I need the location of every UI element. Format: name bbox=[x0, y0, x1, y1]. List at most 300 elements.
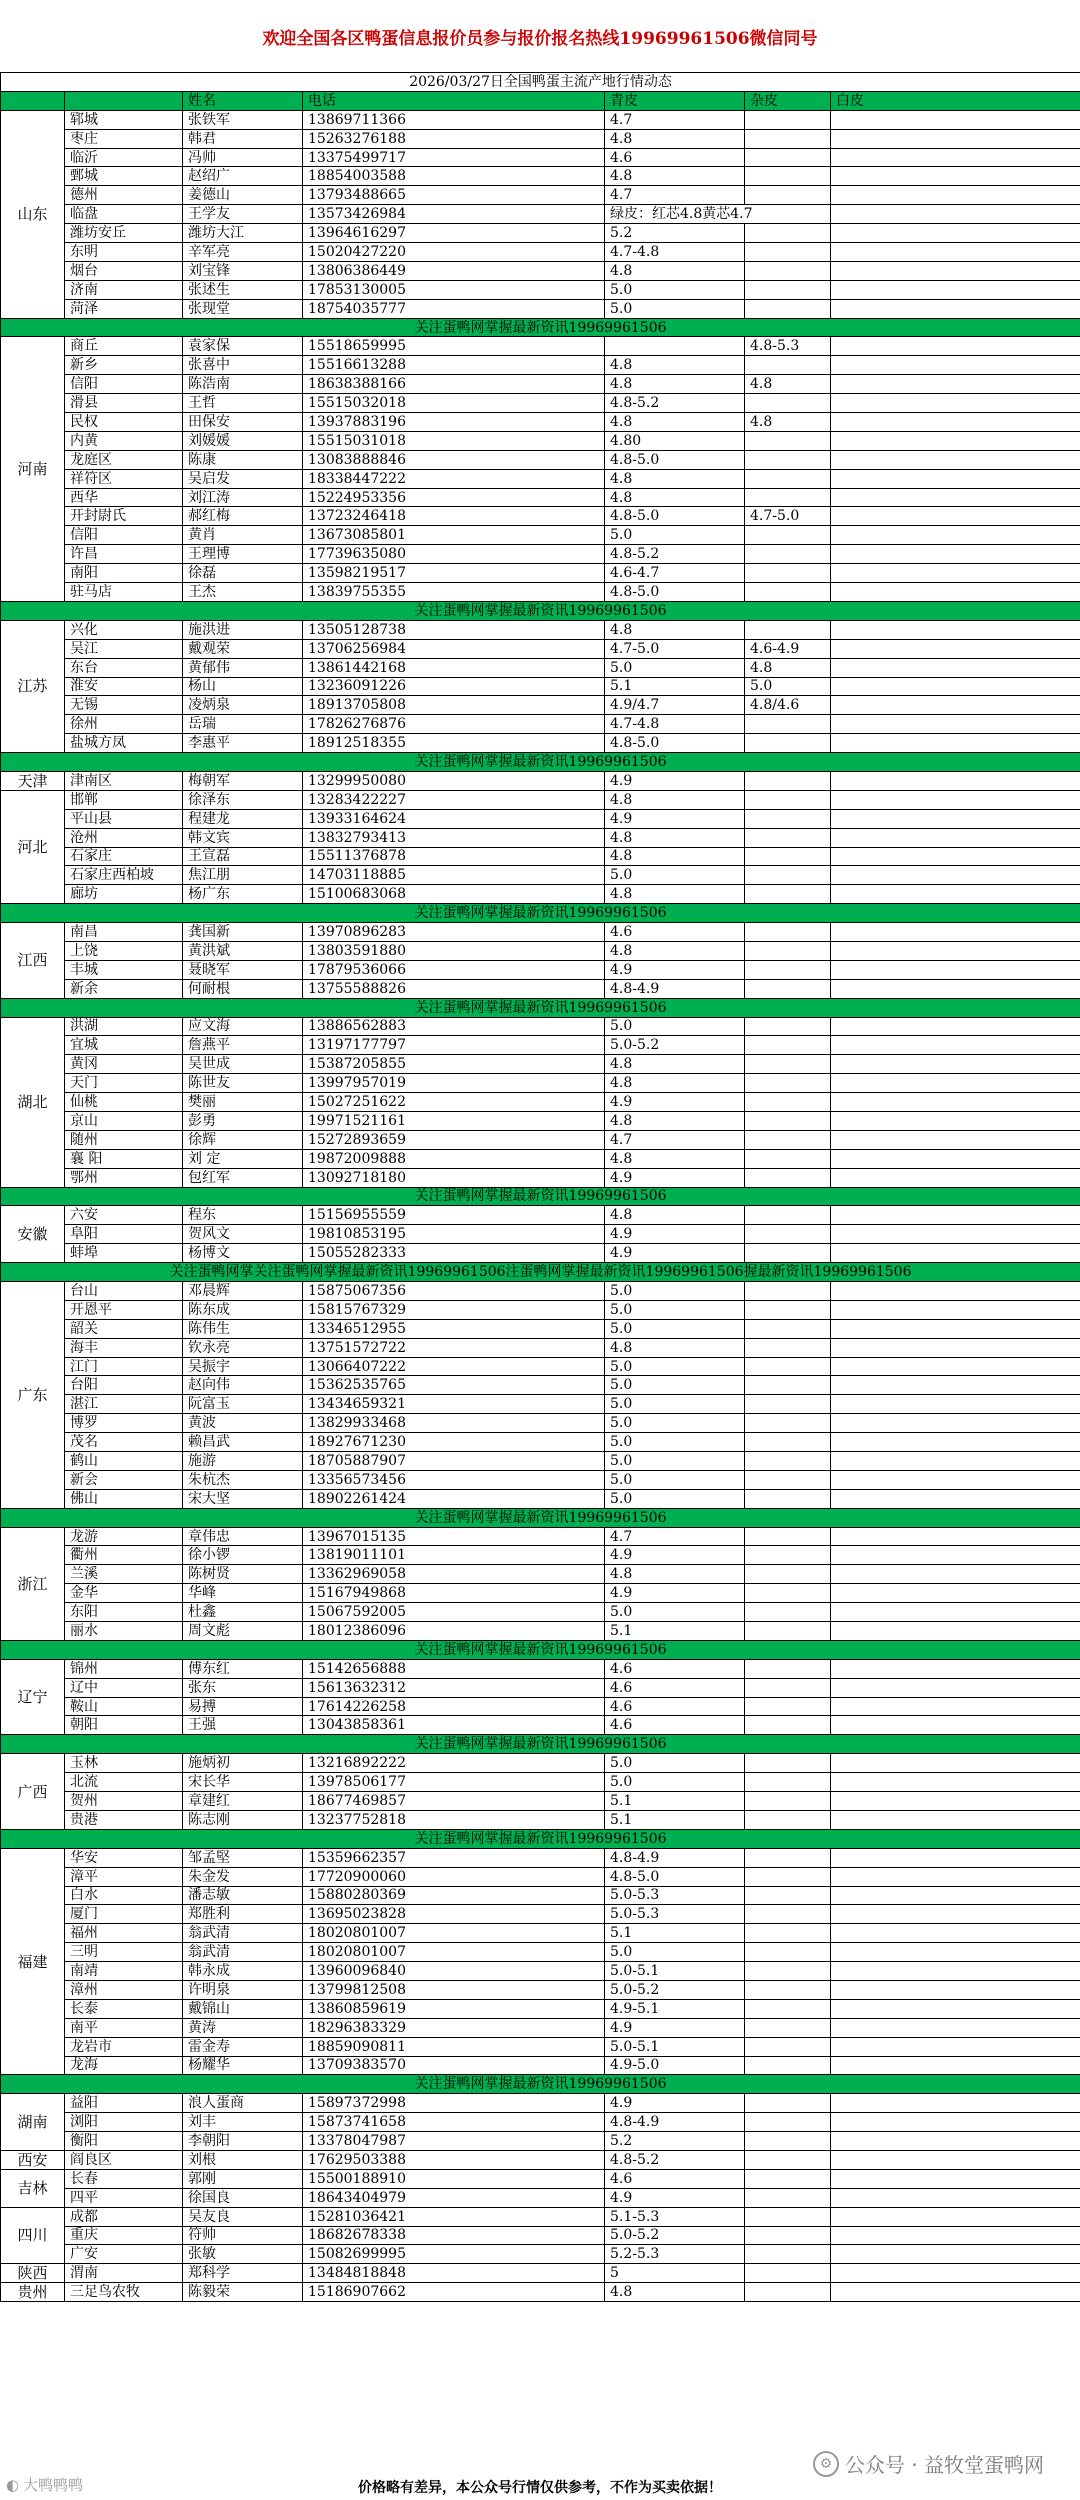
location-cell: 徐州 bbox=[65, 715, 183, 734]
location-cell: 蚌埠 bbox=[65, 1244, 183, 1263]
location-cell: 兰溪 bbox=[65, 1565, 183, 1584]
contact-name-cell: 阮富玉 bbox=[183, 1395, 303, 1414]
mixed-price-cell bbox=[745, 923, 831, 942]
phone-cell: 13598219517 bbox=[303, 564, 605, 583]
mixed-price-cell bbox=[745, 1376, 831, 1395]
location-cell: 廊坊 bbox=[65, 885, 183, 904]
table-row bbox=[1, 1489, 1080, 1508]
phone-cell: 13978506177 bbox=[303, 1773, 605, 1792]
contact-name-cell: 刘丰 bbox=[183, 2113, 303, 2132]
white-price-cell bbox=[831, 1489, 1080, 1508]
location-cell: 辽中 bbox=[65, 1678, 183, 1697]
table-row bbox=[1, 1395, 1080, 1414]
contact-name-cell: 宋长华 bbox=[183, 1773, 303, 1792]
phone-cell: 13362969058 bbox=[303, 1565, 605, 1584]
mixed-price-cell bbox=[745, 1848, 831, 1867]
green-price-cell: 4.6 bbox=[605, 1678, 745, 1697]
phone-cell: 13092718180 bbox=[303, 1168, 605, 1187]
green-price-cell: 4.8 bbox=[605, 413, 745, 432]
green-price-cell bbox=[605, 337, 745, 356]
location-cell: 湛江 bbox=[65, 1395, 183, 1414]
contact-name-cell: 吴友良 bbox=[183, 2207, 303, 2226]
contact-name-cell: 张敏 bbox=[183, 2245, 303, 2264]
phone-cell: 15815767329 bbox=[303, 1300, 605, 1319]
white-price-cell bbox=[831, 110, 1080, 129]
white-price-cell bbox=[831, 1130, 1080, 1149]
green-price-cell: 4.9-5.0 bbox=[605, 2056, 745, 2075]
contact-name-cell: 黄肖 bbox=[183, 526, 303, 545]
contact-name-cell: 施炳初 bbox=[183, 1754, 303, 1773]
green-price-cell: 5.2 bbox=[605, 2132, 745, 2151]
promo-banner-row bbox=[1, 601, 1080, 620]
green-price-cell: 4.9 bbox=[605, 2094, 745, 2113]
white-price-cell bbox=[831, 167, 1080, 186]
green-price-cell: 4.8 bbox=[605, 790, 745, 809]
green-price-cell: 5.0 bbox=[605, 1452, 745, 1471]
location-cell: 六安 bbox=[65, 1206, 183, 1225]
province-cell: 福建 bbox=[1, 1848, 65, 2075]
mixed-price-cell bbox=[745, 1489, 831, 1508]
green-price-cell: 4.8 bbox=[605, 356, 745, 375]
white-price-cell bbox=[831, 1395, 1080, 1414]
green-price-cell: 4.8 bbox=[605, 620, 745, 639]
green-price-cell: 5.0 bbox=[605, 1470, 745, 1489]
table-row bbox=[1, 1716, 1080, 1735]
location-cell: 沧州 bbox=[65, 828, 183, 847]
white-price-cell bbox=[831, 979, 1080, 998]
phone-cell: 17853130005 bbox=[303, 280, 605, 299]
contact-name-cell: 易搏 bbox=[183, 1697, 303, 1716]
contact-name-cell: 吴振宇 bbox=[183, 1357, 303, 1376]
location-cell: 襄 阳 bbox=[65, 1149, 183, 1168]
contact-name-cell: 章伟忠 bbox=[183, 1527, 303, 1546]
location-cell: 南平 bbox=[65, 2018, 183, 2037]
phone-cell: 13573426984 bbox=[303, 205, 605, 224]
white-price-cell bbox=[831, 413, 1080, 432]
phone-cell: 17629503388 bbox=[303, 2150, 605, 2169]
green-price-cell: 4.9 bbox=[605, 1225, 745, 1244]
location-cell: 滑县 bbox=[65, 394, 183, 413]
location-cell: 黄冈 bbox=[65, 1055, 183, 1074]
table-row bbox=[1, 885, 1080, 904]
mixed-price-cell bbox=[745, 620, 831, 639]
phone-cell: 17720900060 bbox=[303, 1867, 605, 1886]
table-row bbox=[1, 1603, 1080, 1622]
contact-name-cell: 龚国新 bbox=[183, 923, 303, 942]
contact-name-cell: 樊丽 bbox=[183, 1093, 303, 1112]
mixed-price-cell bbox=[745, 1754, 831, 1773]
location-cell: 重庆 bbox=[65, 2226, 183, 2245]
white-price-cell bbox=[831, 1093, 1080, 1112]
mixed-price-cell bbox=[745, 1584, 831, 1603]
green-price-cell: 5.0 bbox=[605, 1489, 745, 1508]
table-row bbox=[1, 1999, 1080, 2018]
location-cell: 阜阳 bbox=[65, 1225, 183, 1244]
table-row bbox=[1, 1659, 1080, 1678]
column-header-province bbox=[1, 91, 65, 110]
table-row bbox=[1, 110, 1080, 129]
phone-cell: 15515032018 bbox=[303, 394, 605, 413]
location-cell: 龙庭区 bbox=[65, 450, 183, 469]
green-price-cell: 4.8 bbox=[605, 1565, 745, 1584]
location-cell: 许昌 bbox=[65, 545, 183, 564]
table-row bbox=[1, 847, 1080, 866]
table-row bbox=[1, 1678, 1080, 1697]
contact-name-cell: 黄波 bbox=[183, 1414, 303, 1433]
phone-cell: 18020801007 bbox=[303, 1924, 605, 1943]
green-price-cell: 5.0 bbox=[605, 1414, 745, 1433]
green-price-cell: 4.8-4.9 bbox=[605, 1848, 745, 1867]
mixed-price-cell bbox=[745, 1943, 831, 1962]
white-price-cell bbox=[831, 658, 1080, 677]
contact-name-cell: 朱杭杰 bbox=[183, 1470, 303, 1489]
table-row bbox=[1, 356, 1080, 375]
table-row bbox=[1, 1282, 1080, 1301]
contact-name-cell: 浪人蛋商 bbox=[183, 2094, 303, 2113]
table-row bbox=[1, 1206, 1080, 1225]
contact-name-cell: 傅东红 bbox=[183, 1659, 303, 1678]
location-cell: 渭南 bbox=[65, 2264, 183, 2283]
table-row bbox=[1, 1584, 1080, 1603]
green-price-cell: 4.8-5.2 bbox=[605, 2150, 745, 2169]
green-price-cell: 4.8-5.0 bbox=[605, 450, 745, 469]
contact-name-cell: 施游 bbox=[183, 1452, 303, 1471]
province-cell: 河南 bbox=[1, 337, 65, 601]
promo-banner-row bbox=[1, 1263, 1080, 1282]
green-price-cell: 4.7 bbox=[605, 186, 745, 205]
location-cell: 内黄 bbox=[65, 431, 183, 450]
table-row bbox=[1, 167, 1080, 186]
mixed-price-cell bbox=[745, 1980, 831, 1999]
mixed-price-cell bbox=[745, 1168, 831, 1187]
location-cell: 锦州 bbox=[65, 1659, 183, 1678]
green-price-cell: 4.8-5.0 bbox=[605, 507, 745, 526]
phone-cell: 13236091226 bbox=[303, 677, 605, 696]
promo-banner: 关注蛋鸭网掌握最新资讯19969961506 bbox=[1, 2075, 1080, 2094]
phone-cell: 18705887907 bbox=[303, 1452, 605, 1471]
phone-cell: 19810853195 bbox=[303, 1225, 605, 1244]
mixed-price-cell bbox=[745, 1206, 831, 1225]
location-cell: 北流 bbox=[65, 1773, 183, 1792]
phone-cell: 13484818848 bbox=[303, 2264, 605, 2283]
contact-name-cell: 王哲 bbox=[183, 394, 303, 413]
table-row bbox=[1, 2018, 1080, 2037]
contact-name-cell: 潍坊大江 bbox=[183, 224, 303, 243]
green-price-cell: 5.0 bbox=[605, 526, 745, 545]
table-row bbox=[1, 205, 1080, 224]
table-row bbox=[1, 2113, 1080, 2132]
column-header-location bbox=[65, 91, 183, 110]
mixed-price-cell bbox=[745, 866, 831, 885]
contact-name-cell: 李朝阳 bbox=[183, 2132, 303, 2151]
contact-name-cell: 王学友 bbox=[183, 205, 303, 224]
mixed-price-cell bbox=[745, 2037, 831, 2056]
location-cell: 益阳 bbox=[65, 2094, 183, 2113]
white-price-cell bbox=[831, 2056, 1080, 2075]
contact-name-cell: 梅朝军 bbox=[183, 771, 303, 790]
phone-cell: 13860859619 bbox=[303, 1999, 605, 2018]
promo-banner: 关注蛋鸭网掌握最新资讯19969961506 bbox=[1, 1640, 1080, 1659]
contact-name-cell: 翁武清 bbox=[183, 1943, 303, 1962]
phone-cell: 13937883196 bbox=[303, 413, 605, 432]
location-cell: 天门 bbox=[65, 1074, 183, 1093]
promo-banner-row bbox=[1, 753, 1080, 772]
contact-name-cell: 陈伟生 bbox=[183, 1319, 303, 1338]
mixed-price-cell bbox=[745, 1244, 831, 1263]
mixed-price-cell bbox=[745, 2018, 831, 2037]
promo-banner: 关注蛋鸭网掌握最新资讯19969961506 bbox=[1, 1735, 1080, 1754]
location-cell: 海丰 bbox=[65, 1338, 183, 1357]
phone-cell: 15067592005 bbox=[303, 1603, 605, 1622]
location-cell: 鄄城 bbox=[65, 167, 183, 186]
white-price-cell bbox=[831, 2169, 1080, 2188]
green-price-cell: 4.6 bbox=[605, 148, 745, 167]
promo-banner-row bbox=[1, 1829, 1080, 1848]
white-price-cell bbox=[831, 488, 1080, 507]
province-cell: 陕西 bbox=[1, 2264, 65, 2283]
location-cell: 仙桃 bbox=[65, 1093, 183, 1112]
white-price-cell bbox=[831, 1300, 1080, 1319]
phone-cell: 13723246418 bbox=[303, 507, 605, 526]
table-row bbox=[1, 1886, 1080, 1905]
location-cell: 新乡 bbox=[65, 356, 183, 375]
green-price-cell: 5.0 bbox=[605, 1943, 745, 1962]
white-price-cell bbox=[831, 148, 1080, 167]
white-price-cell bbox=[831, 1206, 1080, 1225]
contact-name-cell: 黄郁伟 bbox=[183, 658, 303, 677]
location-cell: 商丘 bbox=[65, 337, 183, 356]
phone-cell: 13434659321 bbox=[303, 1395, 605, 1414]
column-header-green-shell: 青皮 bbox=[605, 91, 745, 110]
table-row bbox=[1, 2037, 1080, 2056]
location-cell: 新会 bbox=[65, 1470, 183, 1489]
mixed-price-cell bbox=[745, 1527, 831, 1546]
contact-name-cell: 张喜中 bbox=[183, 356, 303, 375]
table-row bbox=[1, 1149, 1080, 1168]
green-price-cell: 4.8-5.0 bbox=[605, 1867, 745, 1886]
white-price-cell bbox=[831, 1470, 1080, 1489]
phone-cell: 13346512955 bbox=[303, 1319, 605, 1338]
phone-cell: 13375499717 bbox=[303, 148, 605, 167]
green-price-cell: 4.7-4.8 bbox=[605, 715, 745, 734]
province-cell: 吉林 bbox=[1, 2169, 65, 2207]
contact-name-cell: 陈树贤 bbox=[183, 1565, 303, 1584]
green-price-cell: 5.2 bbox=[605, 224, 745, 243]
table-row bbox=[1, 639, 1080, 658]
table-row bbox=[1, 1244, 1080, 1263]
contact-name-cell: 聂晓军 bbox=[183, 960, 303, 979]
table-row bbox=[1, 1376, 1080, 1395]
green-price-cell: 5.0-5.1 bbox=[605, 1962, 745, 1981]
white-price-cell bbox=[831, 639, 1080, 658]
phone-cell: 15387205855 bbox=[303, 1055, 605, 1074]
table-row bbox=[1, 715, 1080, 734]
phone-cell: 13793488665 bbox=[303, 186, 605, 205]
green-price-cell: 4.8-5.2 bbox=[605, 394, 745, 413]
location-cell: 南昌 bbox=[65, 923, 183, 942]
green-price-cell: 4.7-4.8 bbox=[605, 243, 745, 262]
white-price-cell bbox=[831, 1149, 1080, 1168]
contact-name-cell: 杨博文 bbox=[183, 1244, 303, 1263]
white-price-cell bbox=[831, 356, 1080, 375]
green-price-cell: 4.6 bbox=[605, 923, 745, 942]
phone-cell: 13869711366 bbox=[303, 110, 605, 129]
white-price-cell bbox=[831, 696, 1080, 715]
contact-name-cell: 袁家保 bbox=[183, 337, 303, 356]
mixed-price-cell bbox=[745, 129, 831, 148]
contact-name-cell: 吴世成 bbox=[183, 1055, 303, 1074]
promo-banner-row bbox=[1, 998, 1080, 1017]
phone-cell: 13967015135 bbox=[303, 1527, 605, 1546]
phone-cell: 15055282333 bbox=[303, 1244, 605, 1263]
white-price-cell bbox=[831, 1527, 1080, 1546]
green-price-cell: 5.1 bbox=[605, 677, 745, 696]
table-row bbox=[1, 1036, 1080, 1055]
table-row bbox=[1, 696, 1080, 715]
phone-cell: 13960096840 bbox=[303, 1962, 605, 1981]
mixed-price-cell bbox=[745, 2169, 831, 2188]
green-price-cell: 5 bbox=[605, 2264, 745, 2283]
table-row bbox=[1, 1905, 1080, 1924]
green-price-cell: 5.1-5.3 bbox=[605, 2207, 745, 2226]
green-price-cell: 4.9 bbox=[605, 1244, 745, 1263]
mixed-price-cell bbox=[745, 1697, 831, 1716]
table-row bbox=[1, 1470, 1080, 1489]
green-price-cell: 4.6-4.7 bbox=[605, 564, 745, 583]
green-price-cell: 4.8 bbox=[605, 2283, 745, 2302]
phone-cell: 15224953356 bbox=[303, 488, 605, 507]
location-cell: 鄂州 bbox=[65, 1168, 183, 1187]
phone-cell: 17739635080 bbox=[303, 545, 605, 564]
mixed-price-cell bbox=[745, 1452, 831, 1471]
phone-cell: 13819011101 bbox=[303, 1546, 605, 1565]
green-price-cell: 5.0 bbox=[605, 299, 745, 318]
table-row bbox=[1, 1810, 1080, 1829]
white-price-cell bbox=[831, 771, 1080, 790]
phone-cell: 15142656888 bbox=[303, 1659, 605, 1678]
mixed-price-cell bbox=[745, 1149, 831, 1168]
phone-cell: 13505128738 bbox=[303, 620, 605, 639]
contact-name-cell: 许明泉 bbox=[183, 1980, 303, 1999]
white-price-cell bbox=[831, 1943, 1080, 1962]
green-price-cell: 4.8-5.0 bbox=[605, 734, 745, 753]
white-price-cell bbox=[831, 2283, 1080, 2302]
table-row bbox=[1, 431, 1080, 450]
table-row bbox=[1, 1697, 1080, 1716]
phone-cell: 13237752818 bbox=[303, 1810, 605, 1829]
phone-cell: 18682678338 bbox=[303, 2226, 605, 2245]
white-price-cell bbox=[831, 2245, 1080, 2264]
province-cell: 广西 bbox=[1, 1754, 65, 1830]
table-row bbox=[1, 280, 1080, 299]
phone-cell: 13829933468 bbox=[303, 1414, 605, 1433]
province-cell: 河北 bbox=[1, 790, 65, 903]
promo-banner: 关注蛋鸭网掌握最新资讯19969961506 bbox=[1, 1829, 1080, 1848]
green-price-cell: 5.0 bbox=[605, 1376, 745, 1395]
contact-name-cell: 戴锦山 bbox=[183, 1999, 303, 2018]
white-price-cell bbox=[831, 564, 1080, 583]
white-price-cell bbox=[831, 1168, 1080, 1187]
mixed-price-cell bbox=[745, 1319, 831, 1338]
mixed-price-cell bbox=[745, 1357, 831, 1376]
phone-cell: 13803591880 bbox=[303, 941, 605, 960]
table-row bbox=[1, 526, 1080, 545]
province-cell: 西安 bbox=[1, 2150, 65, 2169]
phone-cell: 18859090811 bbox=[303, 2037, 605, 2056]
contact-name-cell: 华峰 bbox=[183, 1584, 303, 1603]
price-table bbox=[0, 72, 1080, 2302]
location-cell: 西华 bbox=[65, 488, 183, 507]
table-row bbox=[1, 1111, 1080, 1130]
contact-name-cell: 张东 bbox=[183, 1678, 303, 1697]
location-cell: 京山 bbox=[65, 1111, 183, 1130]
table-row bbox=[1, 1414, 1080, 1433]
table-row bbox=[1, 1773, 1080, 1792]
contact-name-cell: 陈世友 bbox=[183, 1074, 303, 1093]
province-cell: 天津 bbox=[1, 771, 65, 790]
green-price-cell: 5.2-5.3 bbox=[605, 2245, 745, 2264]
mixed-price-cell bbox=[745, 2188, 831, 2207]
table-row bbox=[1, 224, 1080, 243]
white-price-cell bbox=[831, 261, 1080, 280]
phone-cell: 15873741658 bbox=[303, 2113, 605, 2132]
table-row bbox=[1, 186, 1080, 205]
contact-name-cell: 王理博 bbox=[183, 545, 303, 564]
green-price-cell: 4.9 bbox=[605, 771, 745, 790]
phone-cell: 18338447222 bbox=[303, 469, 605, 488]
location-cell: 华安 bbox=[65, 1848, 183, 1867]
header-text: 欢迎全国各区鸭蛋信息报价员参与报价报名热线19969961506微信同号 bbox=[262, 28, 818, 49]
green-price-cell: 4.9 bbox=[605, 1093, 745, 1112]
contact-name-cell: 赵绍广 bbox=[183, 167, 303, 186]
mixed-price-cell bbox=[745, 1395, 831, 1414]
watermark-logo-icon: ◐ bbox=[6, 2475, 20, 2494]
white-price-cell bbox=[831, 280, 1080, 299]
contact-name-cell: 应文海 bbox=[183, 1017, 303, 1036]
mixed-price-cell bbox=[745, 583, 831, 602]
table-row bbox=[1, 507, 1080, 526]
location-cell: 长泰 bbox=[65, 1999, 183, 2018]
mixed-price-cell bbox=[745, 1716, 831, 1735]
phone-cell: 15518659995 bbox=[303, 337, 605, 356]
white-price-cell bbox=[831, 1792, 1080, 1811]
table-row bbox=[1, 261, 1080, 280]
mixed-price-cell bbox=[745, 2056, 831, 2075]
contact-name-cell: 郝红梅 bbox=[183, 507, 303, 526]
mixed-price-cell bbox=[745, 2283, 831, 2302]
contact-name-cell: 杜鑫 bbox=[183, 1603, 303, 1622]
mixed-price-cell bbox=[745, 734, 831, 753]
mixed-price-cell bbox=[745, 1111, 831, 1130]
location-cell: 龙海 bbox=[65, 2056, 183, 2075]
white-price-cell bbox=[831, 2094, 1080, 2113]
contact-name-cell: 焦江朋 bbox=[183, 866, 303, 885]
white-price-cell bbox=[831, 1999, 1080, 2018]
table-row bbox=[1, 771, 1080, 790]
location-cell: 金华 bbox=[65, 1584, 183, 1603]
location-cell: 龙游 bbox=[65, 1527, 183, 1546]
contact-name-cell: 徐小锣 bbox=[183, 1546, 303, 1565]
mixed-price-cell bbox=[745, 960, 831, 979]
location-cell: 厦门 bbox=[65, 1905, 183, 1924]
table-row bbox=[1, 2226, 1080, 2245]
table-row bbox=[1, 1924, 1080, 1943]
phone-cell: 18677469857 bbox=[303, 1792, 605, 1811]
contact-name-cell: 姜德山 bbox=[183, 186, 303, 205]
mixed-price-cell bbox=[745, 1338, 831, 1357]
table-row bbox=[1, 1565, 1080, 1584]
location-cell: 成都 bbox=[65, 2207, 183, 2226]
